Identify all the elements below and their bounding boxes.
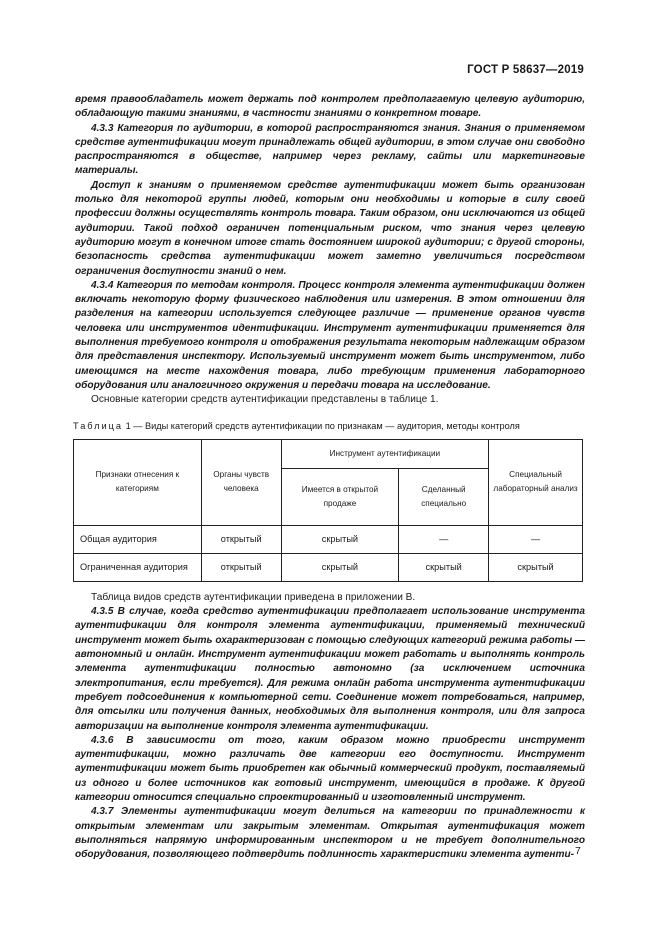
cell-open-sale: скрытый	[281, 553, 399, 581]
authentication-categories-table	[73, 439, 583, 582]
section-number: 4.3.3	[91, 122, 114, 134]
cell-lab: скрытый	[489, 553, 583, 581]
paragraph-text: время правообладатель может держать под контролем предполагаемую целевую аудиторию, обладающую такими знаниями, в частности знаниями о конкретном товаре.	[75, 94, 585, 120]
cell-criteria: Ограниченная аудитория	[74, 553, 202, 581]
header-criteria: Признаки отнесения к категориям	[74, 439, 202, 525]
body-text	[75, 93, 585, 862]
cell-criteria: Общая аудитория	[74, 525, 202, 553]
section-number: 4.3.6	[91, 734, 114, 746]
table-header-row	[74, 439, 583, 468]
paragraph-4-3-3	[75, 122, 585, 179]
page-number: 7	[575, 845, 581, 857]
paragraph-text: В случае, когда средство аутентификации предполагает использование инструмента аутентификации для контроля элемента аутентификации, применяемый технический инструмент может быть охарактеризован с помощью следующих категорий режима работы — автономный и онлайн. Инструмент аутентификации может работать и выполнять контроль элемента аутентификации полностью автономно (за исключением источника электропитания, если требуется). Для режима онлайн работа инструмента аутентификации требует подсоединения к компьютерной сети. Соединение может потребоваться, например, для отсылки или получения данных, необходимых для выполнения контроля, или для запроса авторизации на выполнение контроля элемента аутентификации.	[75, 606, 585, 732]
paragraph-4-3-6	[75, 734, 585, 805]
header-senses: Органы чувств человека	[201, 439, 281, 525]
paragraph-4-3-5	[75, 605, 585, 734]
paragraph-text: В зависимости от того, каким образом можно приобрести инструмент аутентификации, можно различать две категории его доступности. Инструмент аутентификации может быть приобретен как обычный коммерческий продукт, поставляемый из одного и более источников как готовый инструмент, имеющийся в продаже. К другой категории относится специально спроектированный и изготовленный инструмент.	[75, 734, 585, 803]
table-caption-text: 1 — Виды категорий средств аутентификации по признакам — аудитория, методы контроля	[123, 420, 520, 431]
paragraph-text: Категория по аудитории, в которой распространяются знания. Знания о применяемом средстве аутентификации могут принадлежать общей аудитории, в этом случае они свободно распространяются в обществе, например через рекламу, сайты или маркетинговые материалы.	[75, 122, 585, 177]
paragraph-4-3-4	[75, 279, 585, 393]
header-special-made: Сделанный специально	[399, 468, 489, 525]
paragraph-text: Элементы аутентификации могут делиться на категории по принадлежности к открытым элементам или закрытым элементам. Открытая аутентификация может выполняться напрямую информированным инспектором и не требует дополнительного оборудования, позволяющего подтвердить подлинность характеристики элемента аутенти-	[75, 806, 585, 861]
section-number: 4.3.4	[91, 279, 114, 291]
header-lab-analysis: Специальный лабораторный анализ	[489, 439, 583, 525]
cell-special-made: —	[399, 525, 489, 553]
cell-lab: —	[489, 525, 583, 553]
paragraph-text: Основные категории средств аутентификации представлены в таблице 1.	[91, 394, 439, 406]
header-instrument-group: Инструмент аутентификации	[281, 439, 489, 468]
section-number: 4.3.7	[91, 806, 114, 818]
cell-special-made: скрытый	[399, 553, 489, 581]
paragraph-4-3-7	[75, 805, 585, 862]
cell-open-sale: скрытый	[281, 525, 399, 553]
paragraph-appendix-reference	[75, 591, 585, 605]
header-open-sale: Имеется в открытой продаже	[281, 468, 399, 525]
section-number: 4.3.5	[91, 606, 114, 618]
cell-senses: открытый	[201, 553, 281, 581]
document-id-header: ГОСТ Р 58637—2019	[467, 64, 584, 76]
table-row	[74, 553, 583, 581]
paragraph-text: Категория по методам контроля. Процесс контроля элемента аутентификации должен включать некоторую форму физического наблюдения или измерения. В этом отношении для разделения на категории используется следующее различие — применение органов чувств человека или инструментов идентификации. Инструмент аутентификации применяется для выполнения требуемого контроля и отображения результата некоторым надлежащим образом для представления инспектору. Используемый инструмент может быть инструментом, либо имеющимся на месте нахождения товара, либо требующим применения лабораторного оборудования или аналогичного окружения и передачи товара на исследование.	[75, 279, 585, 391]
paragraph-continuation	[75, 93, 585, 122]
paragraph-text: Доступ к знаниям о применяемом средстве аутентификации может быть организован только для некоторой группы людей, которым они необходимы и которые в силу своей профессии должны осуществлять контроль товара. Таким образом, они исключаются из общей аудитории. Такой подход ограничен потенциальным риском, что знания через целевую аудиторию могут в конечном итоге стать достоянием широкой аудитории; с другой стороны, безопасность средства аутентификации может заметно увеличиться посредством ограничения доступности знаний о нем.	[75, 179, 585, 277]
table-row	[74, 525, 583, 553]
paragraph-text: Таблица видов средств аутентификации приведена в приложении В.	[91, 591, 416, 603]
cell-senses: открытый	[201, 525, 281, 553]
table-caption-label: Таблица	[73, 420, 124, 431]
paragraph-knowledge-access	[75, 179, 585, 279]
paragraph-table-reference	[75, 393, 585, 407]
table-caption	[73, 419, 585, 433]
